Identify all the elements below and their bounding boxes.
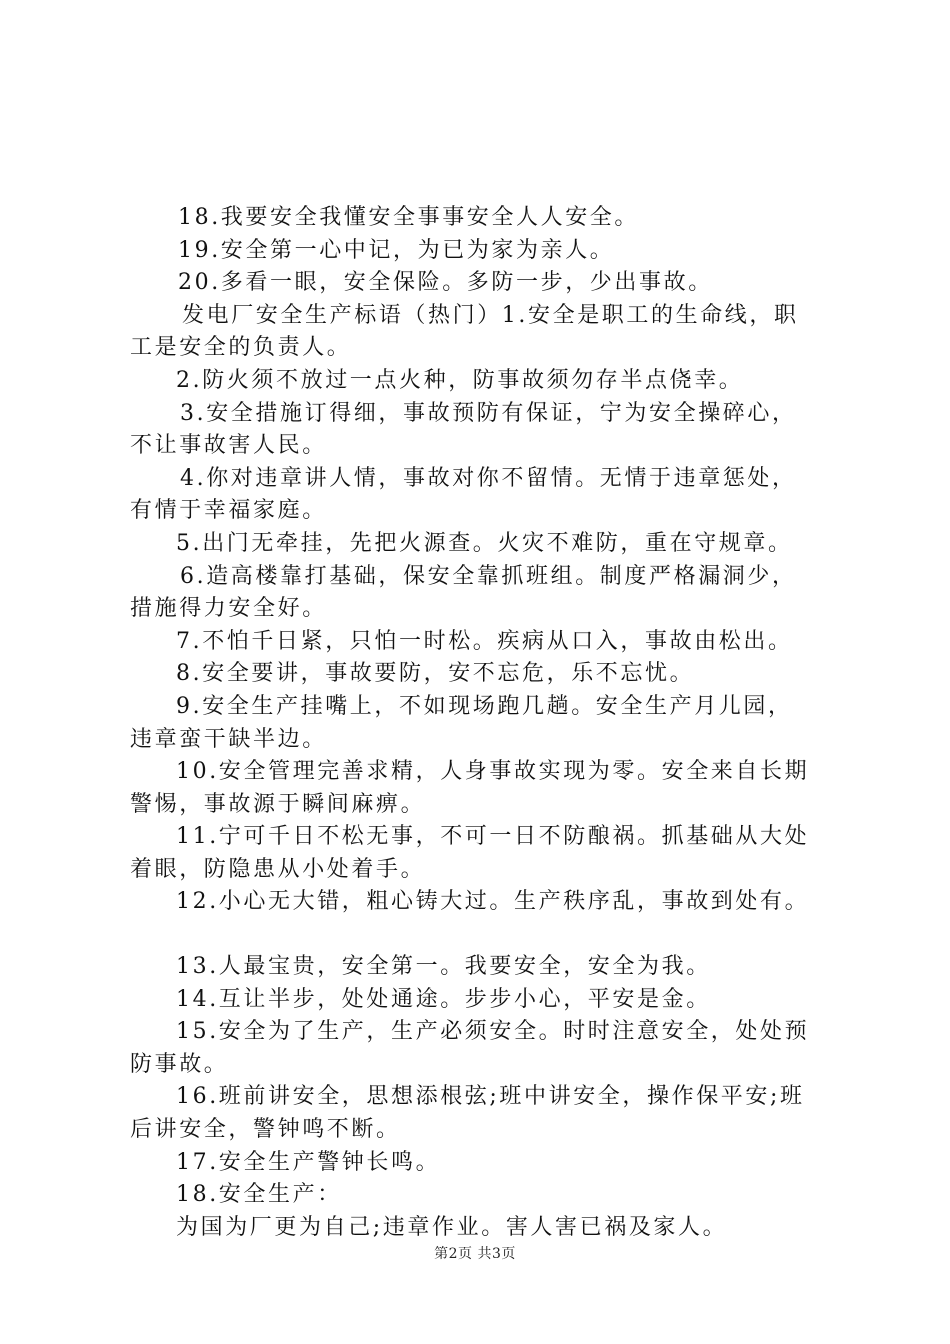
text-line: 警惕，事故源于瞬间麻痹。 — [130, 791, 426, 817]
text-line: 措施得力安全好。 — [130, 596, 327, 622]
text-line: 12.小心无大错，粗心铸大过。生产秩序乱，事故到处有。 — [176, 889, 810, 915]
text-line: 10.安全管理完善求精，人身事故实现为零。安全来自长期 — [176, 759, 810, 785]
text-line: 13.人最宝贵，安全第一。我要安全，安全为我。 — [176, 954, 711, 980]
text-line: 14.互让半步，处处通途。步步小心，平安是金。 — [176, 986, 711, 1012]
document-body — [130, 202, 835, 1244]
text-line: 为国为厂更为自己;违章作业。害人害已祸及家人。 — [176, 1214, 728, 1240]
text-line: 发电厂安全生产标语（热门）1.安全是职工的生命线，职 — [182, 302, 799, 328]
text-line: 2.防火须不放过一点火种，防事故须勿存半点侥幸。 — [176, 367, 744, 393]
page-footer: 第2页 共3页 — [434, 1246, 516, 1262]
text-line: 有情于幸福家庭。 — [130, 498, 327, 524]
blank-line — [130, 919, 835, 951]
text-line: 18.安全生产： — [176, 1182, 342, 1208]
text-line: 19.安全第一心中记，为已为家为亲人。 — [178, 237, 615, 263]
text-line: 8.安全要讲，事故要防，安不忘危，乐不忘忧。 — [176, 661, 695, 687]
text-line: 9.安全生产挂嘴上，不如现场跑几趟。安全生产月儿园， — [176, 693, 793, 719]
text-line: 5.出门无牵挂，先把火源查。火灾不难防，重在守规章。 — [176, 530, 793, 556]
text-line: 18.我要安全我懂安全事事安全人人安全。 — [178, 205, 639, 230]
text-line: 4.你对违章讲人情，事故对你不留情。无情于违章惩处， — [180, 465, 797, 491]
text-line: 15.安全为了生产，生产必须安全。时时注意安全，处处预 — [176, 1019, 810, 1045]
text-line: 防事故。 — [130, 1051, 229, 1077]
text-line: 16.班前讲安全，思想添根弦;班中讲安全，操作保平安;班 — [176, 1084, 805, 1110]
text-line: 11.宁可千日不松无事，不可一日不防酿祸。抓基础从大处 — [176, 824, 810, 850]
text-line: 不让事故害人民。 — [130, 433, 327, 459]
text-line: 3.安全措施订得细，事故预防有保证，宁为安全操碎心， — [180, 400, 797, 426]
text-line: 6.造高楼靠打基础，保安全靠抓班组。制度严格漏洞少， — [180, 563, 797, 589]
text-line: 7.不怕千日紧，只怕一时松。疾病从口入，事故由松出。 — [176, 628, 793, 654]
text-line: 工是安全的负责人。 — [130, 335, 352, 361]
text-line: 后讲安全，警钟鸣不断。 — [130, 1117, 401, 1143]
text-line: 17.安全生产警钟长鸣。 — [176, 1149, 441, 1175]
text-line: 违章蛮干缺半边。 — [130, 726, 327, 752]
text-line: 着眼，防隐患从小处着手。 — [130, 856, 426, 882]
text-line: 20.多看一眼，安全保险。多防一步，少出事故。 — [178, 270, 713, 296]
